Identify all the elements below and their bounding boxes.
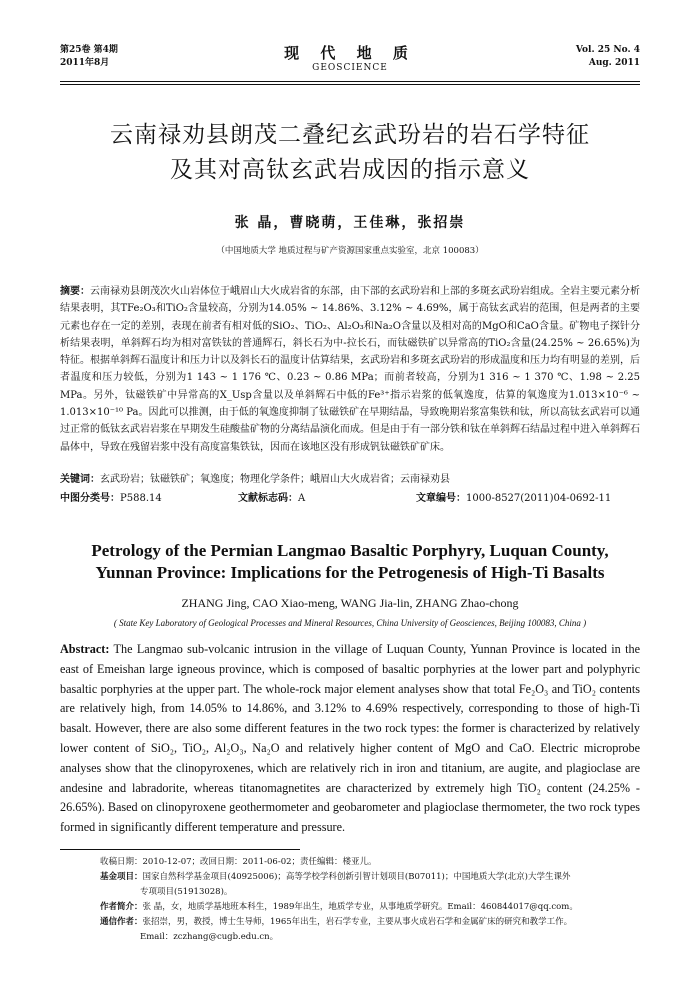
volume-cn: 第25卷 第4期 xyxy=(60,45,118,55)
affiliation-en: ( State Key Laboratory of Geological Processes and Mineral Resources, China University of Geosciences, Beijing 100083, China ) xyxy=(113,618,587,628)
corresponding-text: 张招崇，男，教授，博士生导师，1965年出生，岩石学专业，主要从事火成岩石学和金属矿床的研究和教学工作。 xyxy=(142,917,573,927)
doc-code-label: 文献标志码： xyxy=(238,493,298,504)
keywords-cn-text: 玄武玢岩；钛磁铁矿；氧逸度；物理化学条件；峨眉山大火成岩省；云南禄劝县 xyxy=(100,474,450,485)
corresponding-email: Email：zczhang@cugb.edu.cn。 xyxy=(140,932,279,942)
abstract-cn xyxy=(60,283,640,456)
title-cn xyxy=(60,118,640,188)
article-number xyxy=(416,491,611,507)
title-en xyxy=(60,540,640,584)
title-en-line2: Yunnan Province: Implications for the Petrogenesis of High-Ti Basalts xyxy=(95,563,605,582)
funding xyxy=(100,870,640,885)
keywords-cn xyxy=(60,472,640,488)
header-rule-thin xyxy=(60,84,640,85)
clc-value: P588.14 xyxy=(120,493,162,504)
authors-en: ZHANG Jing, CAO Xiao-meng, WANG Jia-lin, ZHANG Zhao-chong xyxy=(181,596,519,610)
abstract-cn-label: 摘要： xyxy=(60,286,90,297)
abstract-en-text: The Langmao sub-volcanic intrusion in the village of Luquan County, Yunnan Province is located in the east of Emeishan large igneous province, which is composed of basaltic porphyries at the lower part and polyphyric basaltic porphyries at the upper part. The whole-rock major element analyses show that total Fe₂O₃ and TiO₂ contents are relatively high, from 14.05% to 14.86%, and 3.12% to 4.69% respectively, corresponding to those of high-Ti basalt. However, there are also some different features in the two rock types: the former is characterized by relatively lower content of SiO₂, TiO₂, Al₂O₃, Na₂O and relatively higher content of MgO and CaO. Electric microprobe analyses show that the clinopyroxenes, which are relatively rich in iron and titanium, are augite, and plagioclase are andesine and labradorite, whereas titanomagnetites are characterized by extremely high TiO₂ content (24.25% - 26.65%). Based on clinopyroxene geothermometer and geobarometer and plagioclase thermometer, the two rock types formed in significantly different temperature and pressure. xyxy=(60,642,640,835)
article-number-label: 文章编号： xyxy=(416,493,466,504)
received-dates: 收稿日期：2010-12-07；改回日期：2011-06-02；责任编辑：楼亚儿。 xyxy=(100,857,377,867)
classification-row xyxy=(60,491,640,507)
affiliation-cn: （中国地质大学 地质过程与矿产资源国家重点实验室，北京 100083） xyxy=(216,246,484,256)
funding-continued: 专项项目(51913028)。 xyxy=(140,887,233,897)
document-code xyxy=(238,491,305,507)
corresponding-label: 通信作者： xyxy=(100,917,143,927)
funding-text: 国家自然科学基金项目(40925006)；高等学校学科创新引智计划项目(B07011)；中国地质大学(北京)大学生课外 xyxy=(142,872,571,882)
abstract-en xyxy=(60,640,640,838)
journal-name-cn: 现 代 地 质 xyxy=(284,44,416,62)
header-right xyxy=(576,44,640,70)
author-bio-text: 张 晶，女，地质学基地班本科生，1989年出生，地质学专业，从事地质学研究。Email：460844017@qq.com。 xyxy=(142,902,578,912)
title-cn-line2: 及其对高钛玄武岩成因的指示意义 xyxy=(170,157,530,183)
clc-number xyxy=(60,491,162,507)
date-cn: 2011年8月 xyxy=(60,58,110,68)
footnote-rule xyxy=(60,849,300,850)
abstract-cn-text: 云南禄劝县朗茂次火山岩体位于峨眉山大火成岩省的东部，由下部的玄武玢岩和上部的多斑玄武玢岩组成。全岩主要元素分析结果表明，其TFe₂O₃和TiO₂含量较高，分别为14.05% ~ 14.86%、3.12% ~ 4.69%，属于高钛玄武岩的范围，但是两者的主要元素也存在一定的差别，表现在前者有相对低的SiO₂、TiO₂、Al₂O₃和Na₂O含量以及相对高的MgO和CaO含量。矿物电子探针分析结果表明，单斜辉石均为相对富铁钛的普通辉石，斜长石为中-拉长石，而钛磁铁矿以异常高的TiO₂含量(24.25% ~ 26.65%)为特征。根据单斜辉石温度计和压力计以及斜长石的温度计估算结果，玄武玢岩和多斑玄武玢岩的形成温度和压力均有明显的差别，后者温度和压力较低，分别为1 143 ~ 1 176 ℃、0.23 ~ 0.86 MPa；而前者较高，分别为1 316 ~ 1 370 ℃、1.98 ~ 2.25 MPa。另外，钛磁铁矿中异常高的X_Usp含量以及单斜辉石中低的Fe³⁺指示岩浆的低氧逸度，估算的氧逸度为1.013×10⁻⁶ ~ 1.013×10⁻¹⁰ Pa。因此可以推测，由于低的氧逸度抑制了钛磁铁矿在早期结晶，导致晚期岩浆富集铁和钛，所以高钛玄武岩可以通过正常的低钛玄武岩岩浆在早期发生硅酸盐矿物的分离结晶演化而成。但是由于有一部分铁和钛在单斜辉石结晶过程中进入单斜辉石晶体中，导致在残留岩浆中没有高度富集铁钛，因而在该地区没有形成钒钛磁铁矿矿床。 xyxy=(60,286,640,453)
header-rule xyxy=(60,81,640,82)
footnote-block xyxy=(100,855,640,945)
article-number-value: 1000-8527(2011)04-0692-11 xyxy=(466,493,612,504)
header-center xyxy=(60,44,640,74)
title-cn-line1: 云南禄劝县朗茂二叠纪玄武玢岩的岩石学特征 xyxy=(110,122,590,148)
author-bio xyxy=(100,900,640,915)
title-en-line1: Petrology of the Permian Langmao Basaltic Porphyry, Luquan County, xyxy=(91,541,609,560)
date-en: Aug. 2011 xyxy=(588,58,640,68)
corresponding-author xyxy=(100,915,640,930)
doc-code-value: A xyxy=(298,493,306,504)
funding-label: 基金项目： xyxy=(100,872,143,882)
author-bio-label: 作者简介： xyxy=(100,902,143,912)
journal-name-en: GEOSCIENCE xyxy=(312,63,388,73)
clc-label: 中图分类号： xyxy=(60,493,120,504)
volume-en: Vol. 25 No. 4 xyxy=(575,45,640,55)
authors-cn: 张 晶，曹晓萌，王佳琳，张招崇 xyxy=(234,215,466,231)
abstract-en-label: Abstract: xyxy=(60,642,110,656)
keywords-cn-label: 关键词： xyxy=(60,474,100,485)
